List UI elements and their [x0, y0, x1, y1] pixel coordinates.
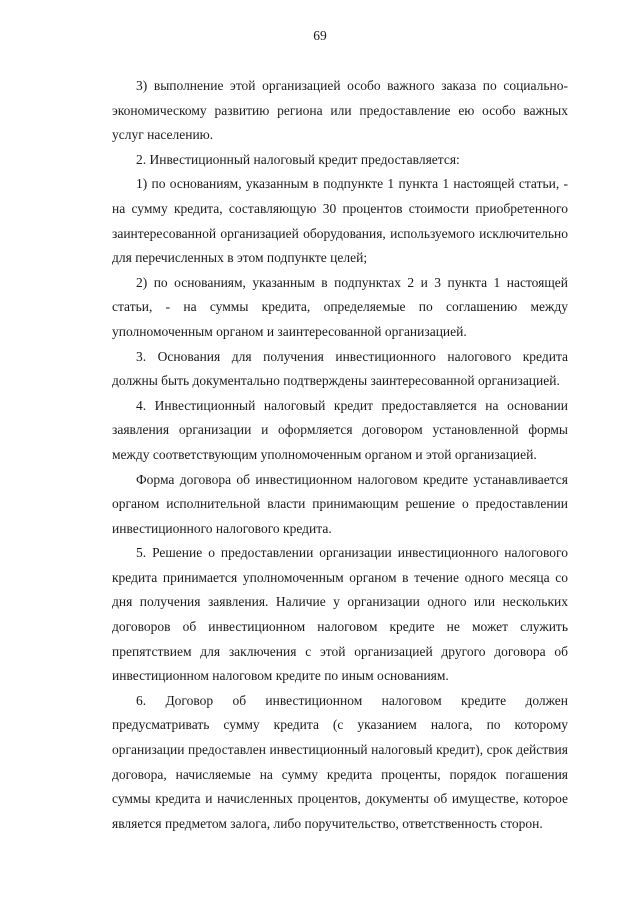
- paragraph-section-2-item-2: 2) по основаниям, указанным в подпунктах 2 и 3 пункта 1 настоящей статьи, - на суммы кредита, определяемые по соглашению между уполномоченным органом и заинтересованной организацией.: [112, 274, 568, 339]
- paragraph-section-3: 3. Основания для получения инвестиционного налогового кредита должны быть документально подтверждены заинтересованной организацией.: [112, 348, 568, 389]
- paragraph-section-4: 4. Инвестиционный налоговый кредит предоставляется на основании заявления организации и оформляется договором установленной формы между соответствующим уполномоченным органом и этой организацией.: [112, 397, 568, 462]
- paragraph-section-5: 5. Решение о предоставлении организации инвестиционного налогового кредита принимается уполномоченным органом в течение одного месяца со дня получения заявления. Наличие у организации одного или нескольких договоров об инвестиционном налоговом кредите не может служить препятствием для заключения с этой организацией другого договора об инвестиционном налоговом кредите по иным основаниям.: [112, 545, 568, 684]
- document-body: [112, 74, 568, 836]
- paragraph-section-2-item-1: 1) по основаниям, указанным в подпункте 1 пункта 1 настоящей статьи, - на сумму кредита, составляющую 30 процентов стоимости приобретенного заинтересованной организацией оборудования, используемого исключительно для перечисленных в этом подпункте целей;: [112, 176, 568, 266]
- paragraph-item-3-clause: 3) выполнение этой организацией особо важного заказа по социально-экономическому развитию региона или предоставление ею особо важных услуг населению.: [112, 78, 568, 143]
- paragraph-section-2-heading: 2. Инвестиционный налоговый кредит предоставляется:: [136, 151, 460, 167]
- page-number: 69: [313, 28, 327, 43]
- paragraph-section-6: 6. Договор об инвестиционном налоговом кредите должен предусматривать сумму кредита (с указанием налога, по которому организации предоставлен инвестиционный налоговый кредит), срок действия договора, начисляемые на сумму кредита проценты, порядок погашения суммы кредита и начисленных процентов, документы об имуществе, которое является предметом залога, либо поручительство, ответственность сторон.: [112, 692, 568, 831]
- paragraph-contract-form: Форма договора об инвестиционном налоговом кредите устанавливается органом исполнительной власти принимающим решение о предоставлении инвестиционного налогового кредита.: [112, 471, 568, 536]
